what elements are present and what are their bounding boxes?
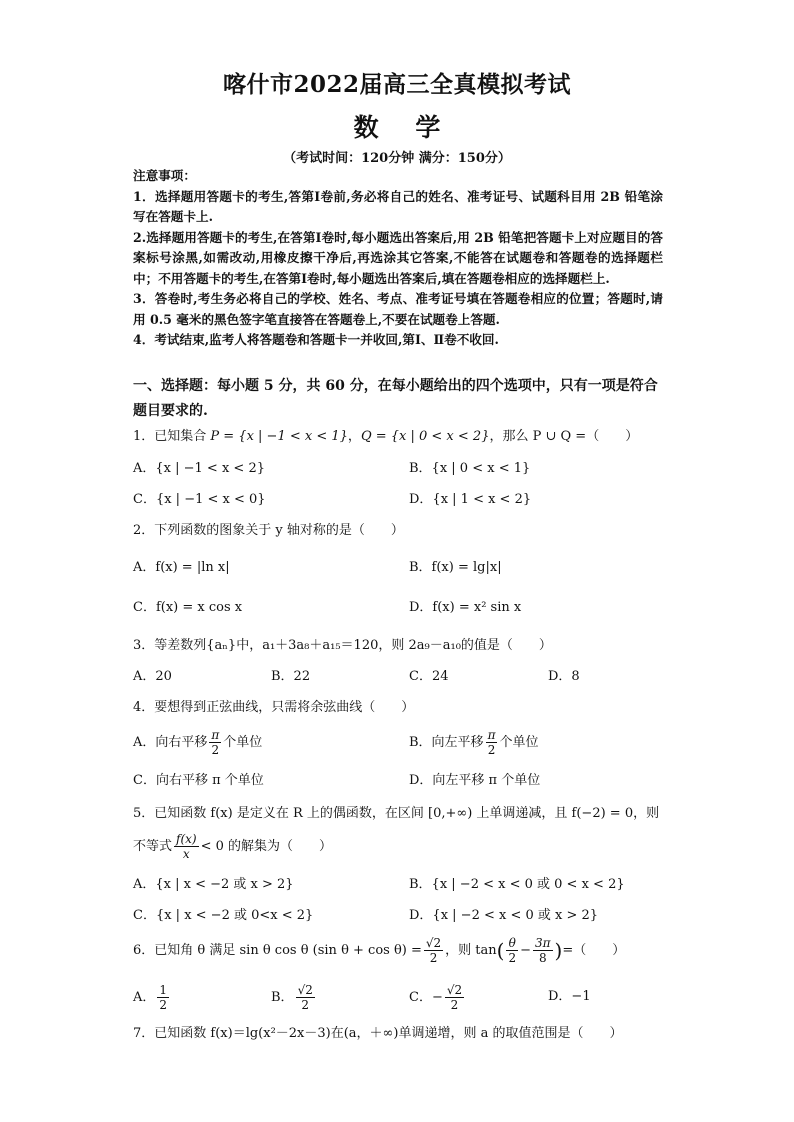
- q4-a-num: π: [211, 728, 220, 742]
- question-5-line-1: 5．已知函数 f(x) 是定义在 R 上的偶函数，在区间 [0,+∞) 上单调递减，且 f(−2) = 0，则: [133, 806, 660, 821]
- q1-sep: ，: [347, 429, 361, 444]
- q6-sqrt2-den: 2: [429, 951, 438, 965]
- q6-c-label: C．−: [409, 990, 443, 1005]
- q4-a-den: 2: [211, 743, 220, 757]
- question-7-stem: 7．已知函数 f(x)＝lg(x²－2x－3)在(a，＋∞)单调递增，则 a 的取值范围是（ ）: [133, 1026, 623, 1041]
- q6-theta-num: θ: [506, 936, 518, 951]
- q6-stem-mid: ，则 tan: [445, 943, 497, 958]
- notice-item-2: 2.选择题用答题卡的考生,在答第Ⅰ卷时,每小题选出答案后,用 2B 铅笔把答题卡上对应题目的答案标号涂黑,如需改动,用橡皮擦干净后,再选涂其它答案,不能答在试题卷和答题卷的选择题栏中；不用答题卡的考生,在答第Ⅰ卷时,每小题选出答案后,填在答题卷相应的选择题栏上.: [133, 229, 663, 286]
- q4-b-den: 2: [487, 743, 496, 757]
- exam-title: 喀什市2022届高三全真模拟考试: [222, 71, 571, 98]
- q4-option-c: C．向右平移 π 个单位: [133, 773, 264, 788]
- q1-stem-a: 1．已知集合: [133, 429, 211, 444]
- q6-a-fraction: [157, 983, 169, 1012]
- question-2-stem: 2．下列函数的图象关于 y 轴对称的是（ ）: [133, 523, 404, 538]
- q4-a-fraction: [209, 728, 221, 757]
- q5-frac-num: f(x): [176, 832, 197, 846]
- q6-option-d: D．−1: [548, 989, 591, 1004]
- q6-3pi-fraction: [533, 936, 553, 965]
- q6-b-label: B．: [271, 990, 294, 1005]
- q5-option-d: D．{x | −2 < x < 0 或 x > 2}: [409, 908, 599, 923]
- q6-sqrt2-fraction: [424, 936, 443, 965]
- q6-stem-post: =（ ）: [562, 943, 626, 958]
- q3-option-a: A．20: [133, 669, 172, 684]
- q4-option-b: [409, 728, 538, 757]
- q6-option-a: [133, 983, 171, 1012]
- q1-stem-b: ，那么 P ∪ Q =（ ）: [489, 429, 639, 444]
- q1-option-d: D．{x | 1 < x < 2}: [409, 492, 532, 507]
- q5-option-a: A．{x | x < −2 或 x > 2}: [133, 877, 294, 892]
- q4-a-pre: A．向右平移: [133, 735, 208, 750]
- q4-b-num: π: [487, 728, 496, 742]
- q1-option-b: B．{x | 0 < x < 1}: [409, 461, 531, 476]
- q4-b-fraction: [486, 728, 498, 757]
- q6-left-paren: (: [496, 938, 505, 963]
- notice-item-4: 4．考试结束,监考人将答题卷和答题卡一并收回,第Ⅰ、Ⅱ卷不收回.: [133, 332, 499, 347]
- q6-option-c: [409, 983, 466, 1012]
- q6-b-num: √2: [297, 983, 313, 997]
- q2-option-c: C．f(x) = x cos x: [133, 600, 243, 615]
- q3-option-c: C．24: [409, 669, 449, 684]
- q3-option-d: D．8: [548, 669, 580, 684]
- q5-frac-den: x: [182, 847, 190, 861]
- q2-option-d: D．f(x) = x² sin x: [409, 600, 522, 615]
- q5-option-c: C．{x | x < −2 或 0<x < 2}: [133, 908, 314, 923]
- notice-item-1: 1．选择题用答题卡的考生,答第Ⅰ卷前,务必将自己的姓名、准考证号、试题科目用 2B 铅笔涂写在答题卡上.: [133, 188, 663, 224]
- q6-b-den: 2: [301, 998, 310, 1012]
- q6-c-den: 2: [450, 998, 459, 1012]
- question-4-stem: 4．要想得到正弦曲线，只需将余弦曲线（ ）: [133, 700, 415, 715]
- q6-stem-pre: 6．已知角 θ 满足 sin θ cos θ (sin θ + cos θ) =: [133, 943, 422, 958]
- notice-heading: 注意事项：: [133, 168, 196, 183]
- q1-option-a: A．{x | −1 < x < 2}: [133, 461, 265, 476]
- exam-info: （考试时间：120分钟 满分：150分）: [283, 151, 511, 166]
- question-1-stem: [133, 428, 638, 446]
- q6-3pi-num: 3π: [535, 936, 551, 950]
- q6-minus: −: [520, 943, 532, 958]
- q4-b-pre: B．向左平移: [409, 735, 484, 750]
- q2-option-b: B．f(x) = lg|x|: [409, 560, 502, 575]
- q4-option-a: [133, 728, 262, 757]
- notice-item-3: 3．答卷时,考生务必将自己的学校、姓名、考点、准考证号填在答题卷相应的位置；答题时,请用 0.5 毫米的黑色签字笔直接答在答题卷上,不要在试题卷上答题.: [133, 291, 663, 327]
- q6-c-fraction: [445, 983, 464, 1012]
- q1-set-p: P = {x | −1 < x < 1}: [210, 429, 348, 444]
- q6-option-b: [271, 983, 317, 1012]
- q3-option-b: B．22: [271, 669, 311, 684]
- q6-b-fraction: [296, 983, 315, 1012]
- q6-a-label: A．: [133, 990, 156, 1005]
- q6-c-num: √2: [446, 983, 463, 997]
- q4-a-post: 个单位: [223, 735, 263, 750]
- q5-line2-post: < 0 的解集为（ ）: [200, 839, 333, 854]
- q5-line2-pre: 不等式: [133, 839, 173, 854]
- q6-3pi-den: 8: [538, 951, 547, 965]
- q5-option-b: B．{x | −2 < x < 0 或 0 < x < 2}: [409, 877, 625, 892]
- q6-right-paren: ): [554, 938, 563, 963]
- q1-option-c: C．{x | −1 < x < 0}: [133, 492, 266, 507]
- question-5-line-2: [133, 832, 332, 861]
- q4-option-d: D．向左平移 π 个单位: [409, 773, 541, 788]
- subject-title: 数 学: [353, 113, 455, 142]
- q1-set-q: Q = {x | 0 < x < 2}: [360, 429, 490, 444]
- q6-theta-den: 2: [508, 951, 517, 965]
- q2-option-a: A．f(x) = |ln x|: [133, 560, 230, 575]
- q4-b-post: 个单位: [499, 735, 539, 750]
- q6-a-den: 2: [159, 998, 168, 1012]
- question-6-stem: [133, 936, 625, 965]
- q6-sqrt2-num: √2: [425, 936, 442, 950]
- question-3-stem: 3．等差数列{aₙ}中，a₁＋3a₈＋a₁₅＝120，则 2a₉－a₁₀的值是（ ）: [133, 638, 552, 653]
- notice-block: [133, 166, 663, 351]
- section-heading: 一、选择题：每小题 5 分，共 60 分，在每小题给出的四个选项中，只有一项是符合题目要求的.: [133, 378, 658, 419]
- q5-fraction: [174, 832, 199, 861]
- q6-theta-fraction: [506, 936, 518, 965]
- q6-a-num: 1: [159, 983, 168, 997]
